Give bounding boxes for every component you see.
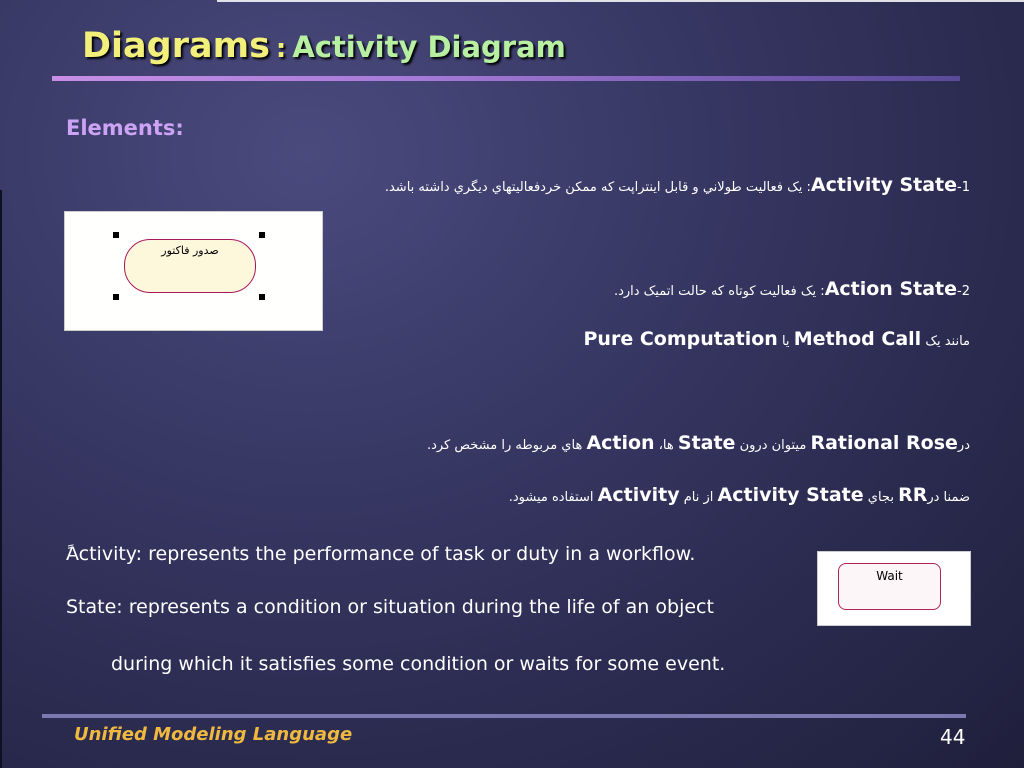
line3-pre: مانند یک [925, 334, 970, 349]
line5-rr: RR [898, 484, 928, 506]
line5-mid2: از نام [683, 490, 714, 505]
selection-handle [113, 294, 119, 300]
line5-activity: Activity [597, 484, 680, 506]
line4-pre: در [957, 438, 970, 453]
line1-text: : یک فعالیت طولاني و قابل اینتراپت که ممکن خردفعالیتهاي دیگري داشته باشد. [384, 180, 811, 195]
rtl-line-rr [509, 484, 970, 506]
rtl-line-action-state [614, 278, 970, 300]
slide-title [82, 26, 566, 74]
wait-state-diagram [817, 551, 971, 626]
title-sub: Activity Diagram [292, 30, 566, 64]
line4-action: Action [586, 432, 655, 454]
page-number: 44 [940, 725, 966, 749]
title-main: Diagrams [82, 26, 270, 66]
line4-mid2: ها، [658, 438, 674, 453]
line2-term: Action State [824, 278, 958, 300]
line3-mid: یا [781, 334, 790, 349]
line4-mid1: میتوان درون [739, 438, 807, 453]
footer-rule [42, 714, 966, 718]
rtl-line-rational-rose [427, 432, 970, 454]
top-border-line [217, 0, 1024, 2]
footer-label: Unified Modeling Language [74, 724, 353, 745]
rtl-line-activity-state [385, 174, 970, 196]
title-underline [52, 76, 960, 81]
wait-state-node: Wait [838, 563, 941, 610]
line5-mid1: بجاي [867, 490, 894, 505]
selection-handle [113, 232, 119, 238]
left-border-line [0, 190, 2, 768]
line4-rational-rose: Rational Rose [810, 432, 958, 454]
line2-prefix: 2- [957, 284, 970, 299]
selection-handle [259, 232, 265, 238]
activity-state-node: صدور فاکتور [124, 239, 256, 293]
rtl-line-method-call [584, 328, 971, 350]
line1-prefix: 1- [957, 180, 970, 195]
line1-term: Activity State [810, 174, 958, 196]
selection-handle [259, 294, 265, 300]
line3-method-call: Method Call [793, 328, 922, 350]
line5-post: استفاده میشود. [508, 490, 594, 505]
activity-definition: ًActivity: represents the performance of task or duty in a workflow. [66, 543, 696, 565]
line5-pre: ضمنا در [927, 490, 970, 505]
line4-post: هاي مربوطه را مشخص کرد. [426, 438, 583, 453]
title-separator: : [275, 34, 287, 64]
line5-activity-state: Activity State [717, 484, 864, 506]
line2-text: : یک فعالیت کوتاه که حالت اتمیک دارد. [613, 284, 825, 299]
activity-state-diagram [64, 211, 323, 331]
state-definition-line2: during which it satisfies some condition or waits for some event. [111, 653, 726, 675]
elements-heading: Elements: [66, 116, 184, 140]
state-definition-line1: State: represents a condition or situation during the life of an object [66, 596, 714, 618]
line4-state: State [677, 432, 736, 454]
line3-pure-computation: Pure Computation [583, 328, 778, 350]
